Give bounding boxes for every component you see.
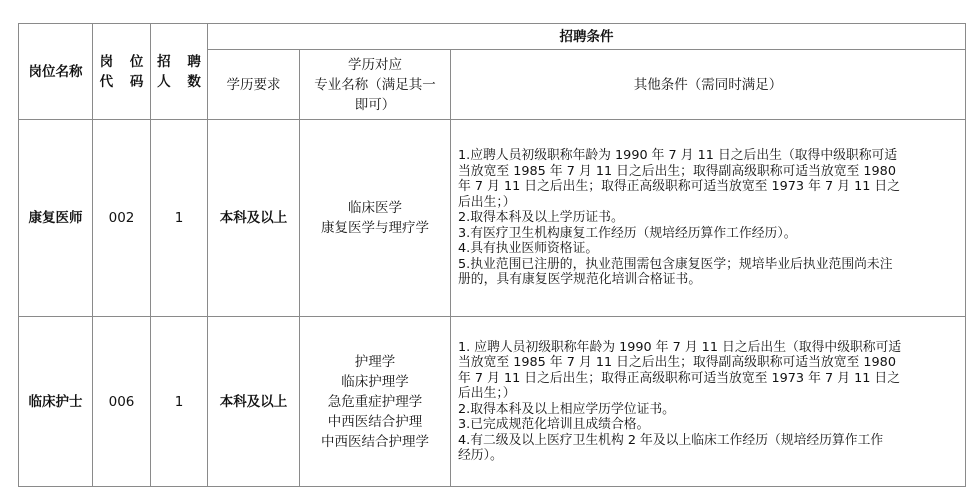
header-position-code bbox=[93, 24, 151, 120]
header-headcount bbox=[151, 24, 208, 120]
recruitment-table bbox=[18, 23, 966, 487]
condition-line: 年 7 月 11 日之后出生；取得正高级职称可适当放宽至 1973 年 7 月 11 日之 bbox=[458, 370, 901, 386]
major-item: 护理学 bbox=[354, 353, 396, 370]
header-headcount-line1: 招 聘 bbox=[157, 53, 207, 70]
condition-line: 2.取得本科及以上学历证书。 bbox=[458, 210, 624, 226]
condition-line: 4.有二级及以上医疗卫生机构 2 年及以上临床工作经历（规培经历算作工作 bbox=[458, 432, 884, 448]
condition-line: 册的，具有康复医学规范化培训合格证书。 bbox=[458, 272, 702, 288]
condition-line: 2.取得本科及以上相应学历学位证书。 bbox=[458, 401, 675, 417]
education-requirement: 本科及以上 bbox=[208, 317, 300, 487]
header-major-line3: 即可） bbox=[354, 96, 396, 113]
major-item: 中西医结合护理 bbox=[327, 413, 423, 430]
position-code: 002 bbox=[93, 120, 151, 317]
condition-line: 5.执业范围已注册的，执业范围需包含康复医学；规培毕业后执业范围尚未注 bbox=[458, 256, 893, 272]
majors-cell bbox=[300, 317, 451, 487]
header-major bbox=[300, 50, 451, 120]
major-item: 临床护理学 bbox=[341, 373, 409, 390]
condition-line: 当放宽至 1985 年 7 月 11 日之后出生；取得副高级职称可适当放宽至 1980 bbox=[458, 163, 896, 179]
majors-cell bbox=[300, 120, 451, 317]
condition-line: 后出生；） bbox=[458, 386, 516, 401]
condition-line: 经历）。 bbox=[458, 448, 503, 463]
position-name: 康复医师 bbox=[19, 120, 93, 317]
condition-line: 1.应聘人员初级职称年龄为 1990 年 7 月 11 日之后出生（取得中级职称可适 bbox=[458, 148, 898, 164]
condition-line: 当放宽至 1985 年 7 月 11 日之后出生；取得副高级职称可适当放宽至 1980 bbox=[458, 355, 896, 370]
header-education: 学历要求 bbox=[208, 50, 300, 120]
table-row bbox=[19, 317, 966, 487]
major-item: 急危重症护理学 bbox=[327, 393, 423, 410]
headcount: 1 bbox=[151, 120, 208, 317]
condition-line: 3.已完成规范化培训且成绩合格。 bbox=[458, 417, 650, 432]
position-name: 临床护士 bbox=[19, 317, 93, 487]
education-requirement: 本科及以上 bbox=[208, 120, 300, 317]
header-position-code-line1: 岗 位 bbox=[99, 53, 150, 70]
condition-line: 1. 应聘人员初级职称年龄为 1990 年 7 月 11 日之后出生（取得中级职称可适 bbox=[458, 339, 902, 355]
header-headcount-line2: 人 数 bbox=[157, 73, 207, 90]
condition-line: 4.具有执业医师资格证。 bbox=[458, 241, 599, 257]
headcount: 1 bbox=[151, 317, 208, 487]
other-conditions-cell bbox=[451, 317, 966, 487]
major-item: 临床医学 bbox=[348, 200, 402, 216]
header-position-name: 岗位名称 bbox=[19, 24, 93, 120]
condition-line: 后出生；） bbox=[458, 194, 516, 210]
header-conditions: 招聘条件 bbox=[208, 24, 966, 50]
position-code: 006 bbox=[93, 317, 151, 487]
major-item: 康复医学与理疗学 bbox=[321, 220, 429, 236]
header-major-line1: 学历对应 bbox=[348, 56, 402, 73]
header-position-code-line2: 代 码 bbox=[99, 73, 150, 90]
condition-line: 年 7 月 11 日之后出生；取得正高级职称可适当放宽至 1973 年 7 月 11 日之 bbox=[458, 179, 901, 195]
condition-line: 3.有医疗卫生机构康复工作经历（规培经历算作工作经历）。 bbox=[458, 225, 797, 241]
header-other-conditions: 其他条件（需同时满足） bbox=[451, 50, 966, 120]
major-item: 中西医结合护理学 bbox=[321, 433, 429, 450]
other-conditions-cell bbox=[451, 120, 966, 317]
header-major-line2: 专业名称（满足其一 bbox=[314, 76, 436, 93]
table-row bbox=[19, 120, 966, 317]
